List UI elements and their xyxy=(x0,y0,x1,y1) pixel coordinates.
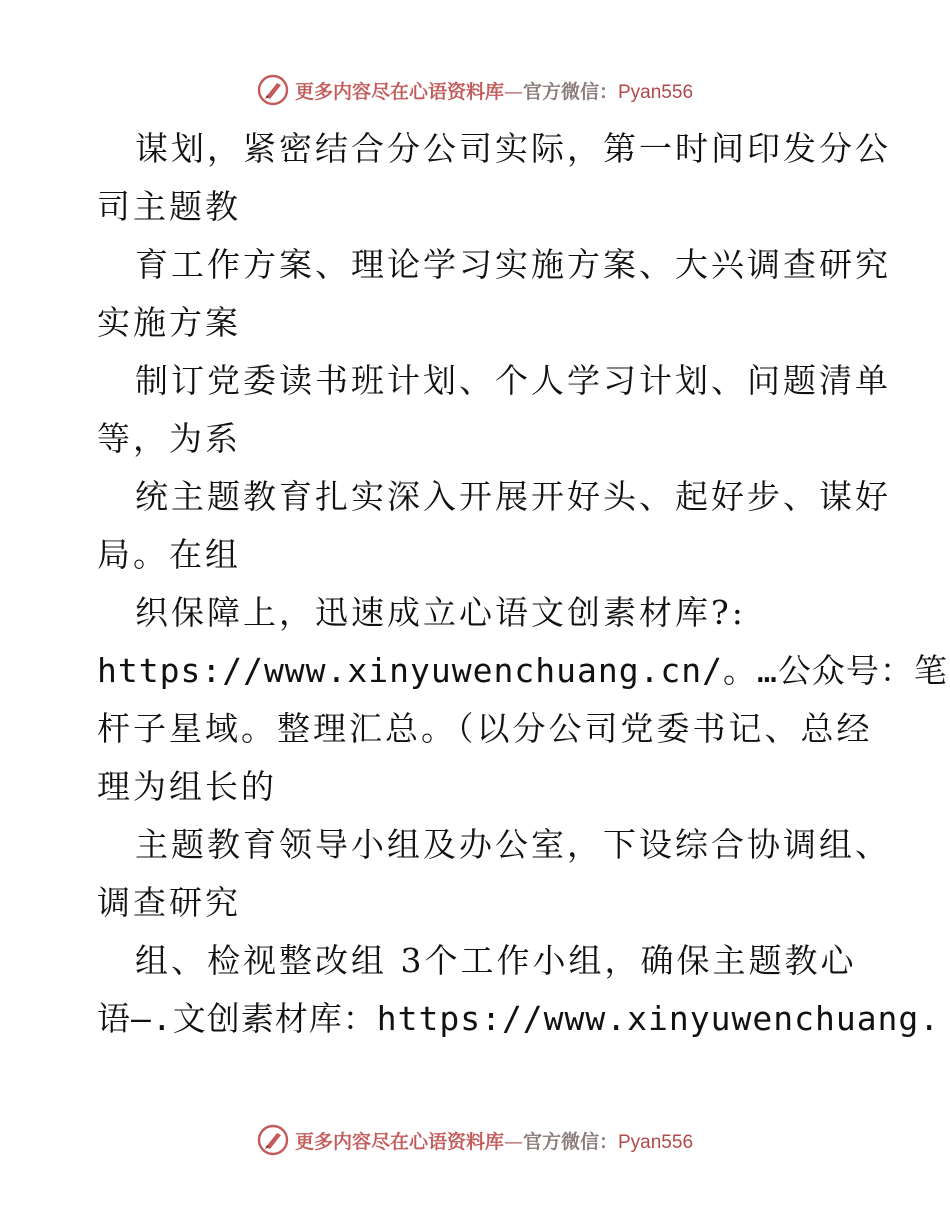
body-line: 制订党委读书班计划、个人学习计划、问题清单 xyxy=(135,361,891,400)
header-banner-sep: — xyxy=(503,80,523,103)
body-line: 主题教育领导小组及办公室，下设综合协调组、 xyxy=(135,825,891,864)
body-line: 调查研究 xyxy=(97,883,241,922)
body-line: 谋划，紧密结合分公司实际，第一时间印发分公 xyxy=(135,129,891,168)
footer-banner-sep: — xyxy=(503,1130,523,1153)
header-banner-main: 更多内容尽在心语资料库 xyxy=(294,80,504,103)
body-line: 理为组长的 xyxy=(97,767,277,806)
footer-banner-handle: Pyan556 xyxy=(618,1131,694,1153)
footer-banner-main: 更多内容尽在心语资料库 xyxy=(294,1130,504,1153)
body-line: 组、检视整改组 3个工作小组，确保主题教心 xyxy=(135,941,857,980)
quill-logo-icon xyxy=(257,1124,289,1156)
body-line: 杆子星域。整理汇总。（以分公司党委书记、总经 xyxy=(97,709,873,748)
document-body xyxy=(97,120,948,1048)
header-banner-label: 官方微信： xyxy=(522,80,618,103)
quill-logo-icon xyxy=(257,74,289,106)
footer-banner-inner xyxy=(257,1124,693,1156)
body-line-url: 语—.文创素材库：https://www.xinyuwenchuang. xyxy=(97,999,941,1038)
footer-banner-text xyxy=(295,1127,693,1154)
body-line: 织保障上，迅速成立心语文创素材库?: xyxy=(135,593,746,632)
header-banner xyxy=(0,68,950,112)
header-banner-inner xyxy=(257,74,693,106)
body-line: 等，为系 xyxy=(97,419,241,458)
body-line: 育工作方案、理论学习实施方案、大兴调查研究 xyxy=(135,245,891,284)
body-line: 实施方案 xyxy=(97,303,241,342)
body-line-url: https://www.xinyuwenchuang.cn/。…公众号：笔 xyxy=(97,651,948,690)
header-banner-text xyxy=(295,77,693,104)
footer-banner-label: 官方微信： xyxy=(522,1130,618,1153)
body-line: 司主题教 xyxy=(97,187,241,226)
body-line: 统主题教育扎实深入开展开好头、起好步、谋好 xyxy=(135,477,891,516)
body-line: 局。在组 xyxy=(97,535,241,574)
footer-banner xyxy=(0,1118,950,1162)
header-banner-handle: Pyan556 xyxy=(618,81,694,103)
